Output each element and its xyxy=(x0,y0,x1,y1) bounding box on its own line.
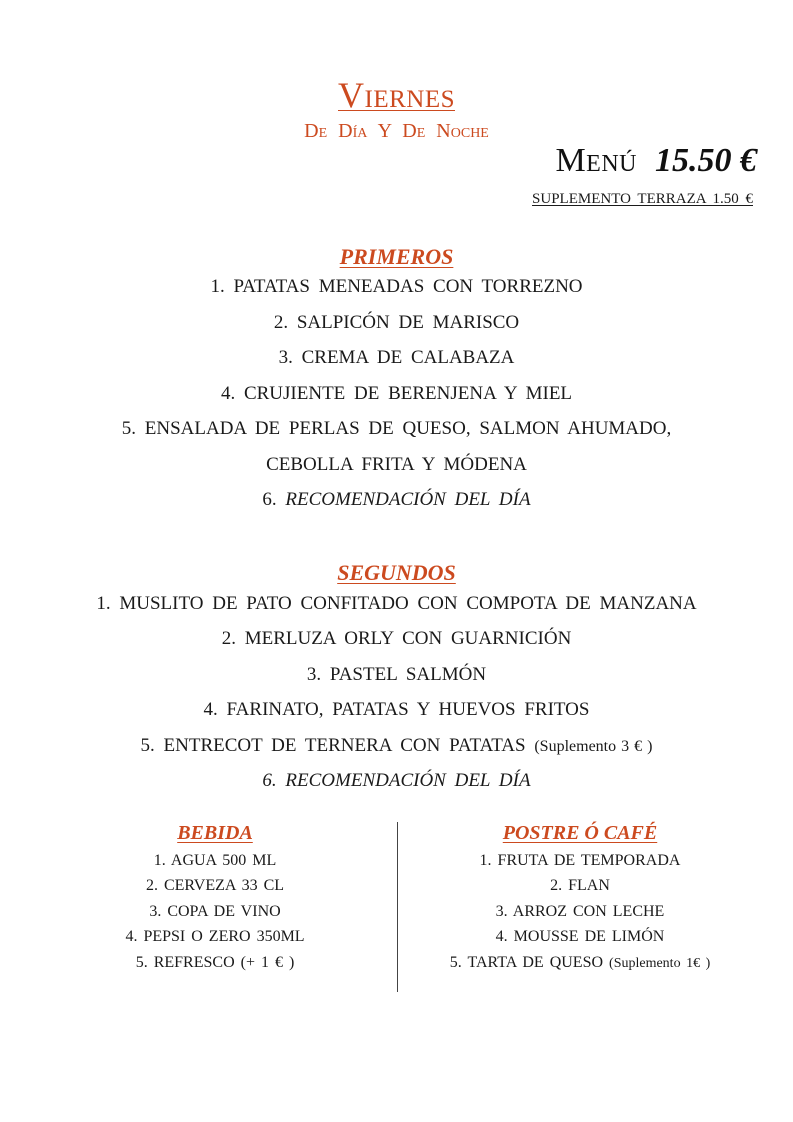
segundos-item-3: 3. PASTEL SALMÓN xyxy=(306,664,487,685)
day-title: Viernes xyxy=(338,75,455,115)
postre-item-2: 2. FLAN xyxy=(550,877,610,894)
section-title-bebida: BEBIDA xyxy=(177,822,253,844)
bebida-item-4: 4. PEPSI O ZERO 350ML xyxy=(125,928,305,945)
terrace-supplement: SUPLEMENTO TERRAZA 1.50 € xyxy=(532,191,753,207)
section-title-postre: POSTRE Ó CAFÉ xyxy=(502,822,658,844)
postre-item-5-note: (Suplemento 1€ ) xyxy=(609,956,711,971)
segundos-item-6-text: 6. RECOMENDACIÓN DEL DÍA xyxy=(262,770,531,791)
primeros-item-1: 1. PATATAS MENEADAS CON TORREZNO xyxy=(210,276,583,297)
segundos-item-5 xyxy=(0,735,793,757)
primeros-item-2: 2. SALPICÓN DE MARISCO xyxy=(273,312,520,333)
primeros-item-4: 4. CRUJIENTE DE BERENJENA Y MIEL xyxy=(220,383,573,404)
primeros-item-5-cont: CEBOLLA FRITA Y MÓDENA xyxy=(266,454,527,475)
postre-item-5 xyxy=(395,954,765,972)
section-title-segundos: SEGUNDOS xyxy=(337,560,456,585)
segundos-item-2: 2. MERLUZA ORLY CON GUARNICIÓN xyxy=(221,628,572,649)
segundos-item-5-note: (Suplemento 3 € ) xyxy=(534,738,653,755)
primeros-item-6-number: 6. xyxy=(262,489,277,510)
primeros-item-6-text: RECOMENDACIÓN DEL DÍA xyxy=(285,489,531,510)
segundos-item-1: 1. MUSLITO DE PATO CONFITADO CON COMPOTA DE MANZANA xyxy=(96,593,697,614)
primeros-item-5: 5. ENSALADA DE PERLAS DE QUESO, SALMON AHUMADO, xyxy=(121,418,672,439)
bebida-item-1: 1. AGUA 500 ML xyxy=(153,852,277,869)
menu-price-line xyxy=(555,142,757,180)
subtitle: De Día Y De Noche xyxy=(304,120,489,142)
segundos-item-4: 4. FARINATO, PATATAS Y HUEVOS FRITOS xyxy=(203,699,590,720)
bebida-item-5: 5. REFRESCO (+ 1 € ) xyxy=(135,954,295,971)
segundos-item-6 xyxy=(0,770,793,792)
primeros-item-3: 3. CREMA DE CALABAZA xyxy=(278,347,515,368)
segundos-item-5-main: 5. ENTRECOT DE TERNERA CON PATATAS xyxy=(140,735,526,756)
postre-item-3: 3. ARROZ CON LECHE xyxy=(495,903,665,920)
primeros-item-6 xyxy=(0,489,793,511)
postre-item-1: 1. FRUTA DE TEMPORADA xyxy=(479,852,681,869)
postre-item-5-main: 5. TARTA DE QUESO xyxy=(449,954,604,971)
bebida-item-3: 3. COPA DE VINO xyxy=(149,903,281,920)
postre-item-4: 4. MOUSSE DE LIMÓN xyxy=(495,928,665,945)
section-title-primeros: PRIMEROS xyxy=(339,244,454,269)
bebida-item-2: 2. CERVEZA 33 CL xyxy=(145,877,285,894)
menu-price: 15.50 € xyxy=(655,142,757,179)
menu-label: Menú xyxy=(555,142,637,179)
